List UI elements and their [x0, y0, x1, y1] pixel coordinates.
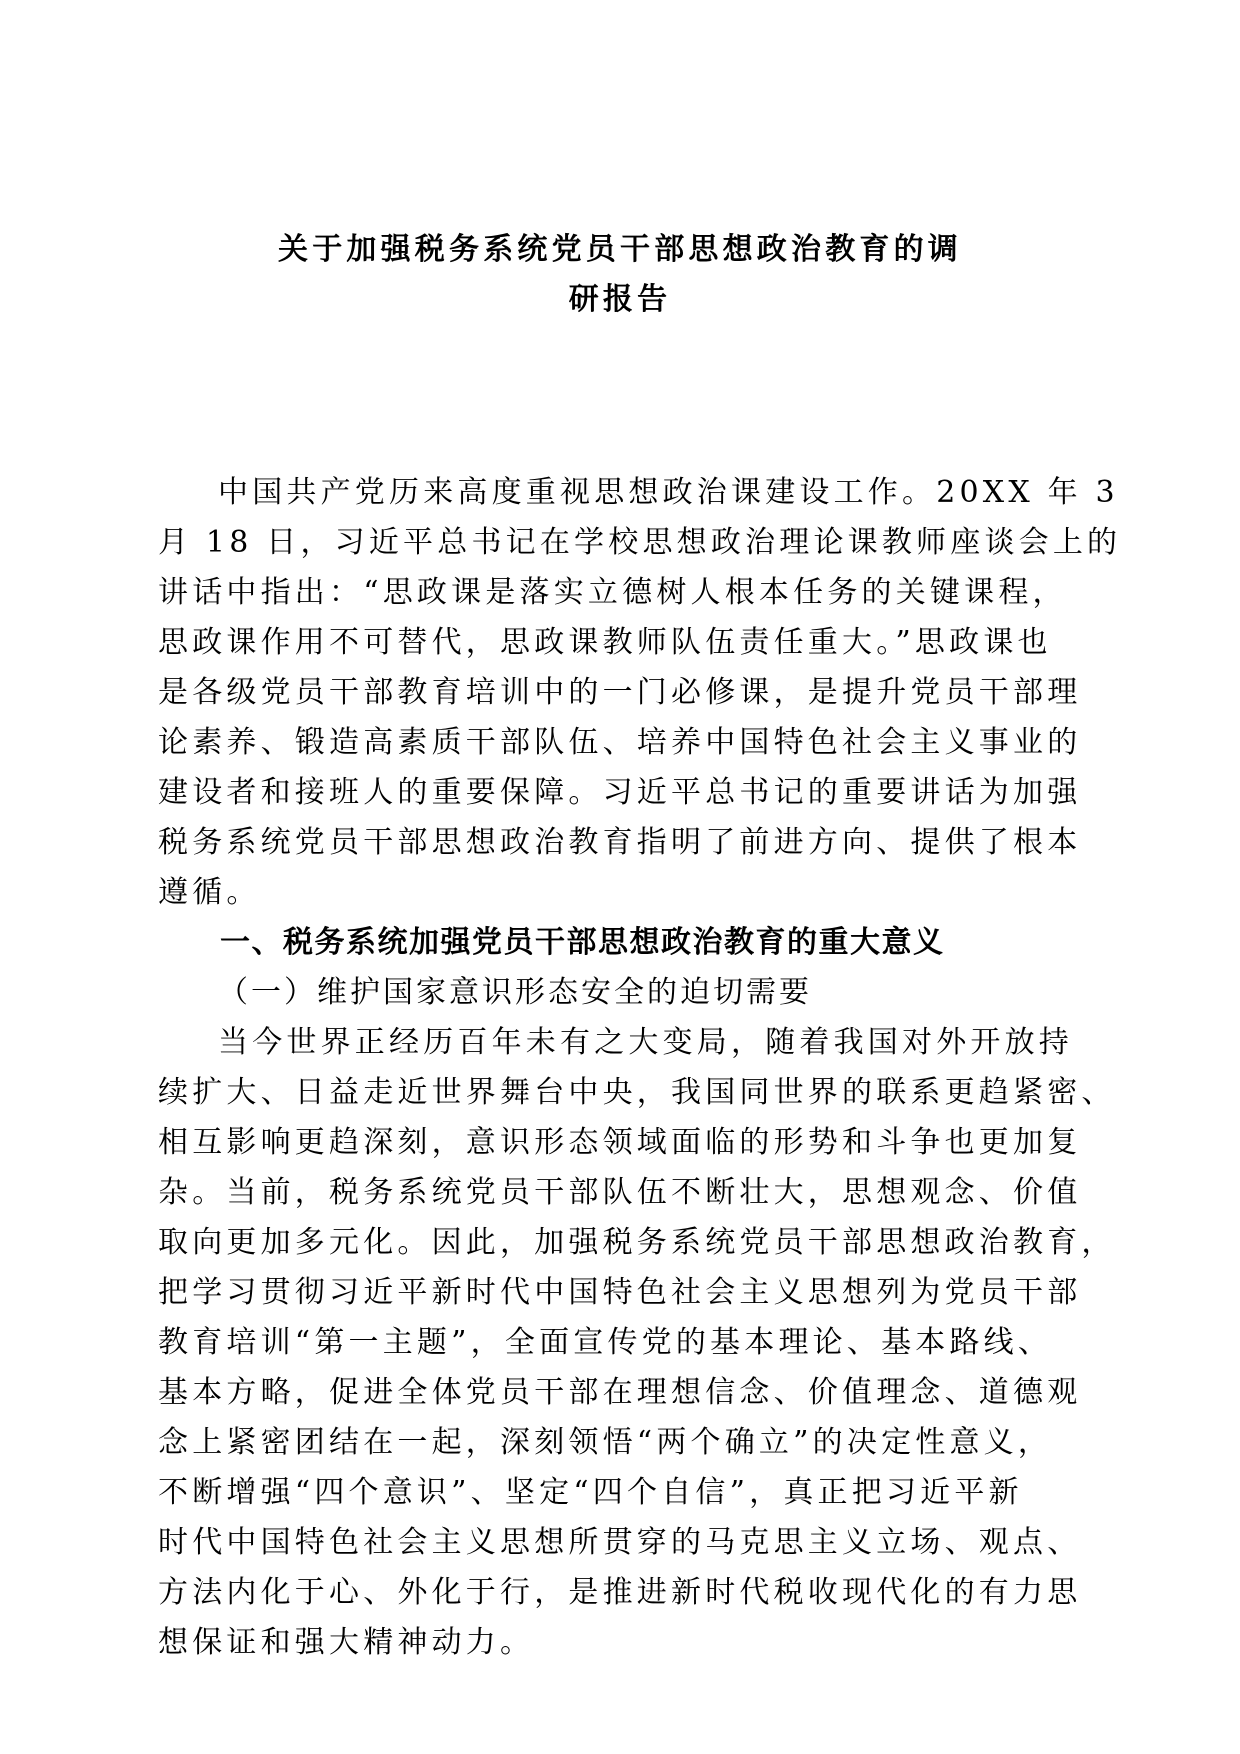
paragraph-line: 税务系统党员干部思想政治教育指明了前进方向、提供了根本	[158, 825, 1082, 860]
paragraph-line: 教育培训“第一主题”，全面宣传党的基本理论、基本路线、	[158, 1325, 1053, 1360]
paragraph-line: 论素养、锻造高素质干部队伍、培养中国特色社会主义事业的	[158, 725, 1082, 760]
intro-paragraph	[158, 468, 1122, 918]
paragraph-line: 遵循。	[158, 875, 261, 910]
document-title	[150, 225, 1090, 325]
paragraph-line: 取向更加多元化。因此，加强税务系统党员干部思想政治教育，	[158, 1225, 1116, 1260]
paragraph-line: 续扩大、日益走近世界舞台中央，我国同世界的联系更趋紧密、	[158, 1075, 1116, 1110]
section-heading: 一、税务系统加强党员干部思想政治教育的重大意义	[220, 925, 945, 960]
paragraph-line: 不断增强“四个意识”、坚定“四个自信”，真正把习近平新	[158, 1475, 1023, 1510]
paragraph-line: 是各级党员干部教育培训中的一门必修课，是提升党员干部理	[158, 675, 1082, 710]
paragraph-line: 建设者和接班人的重要保障。习近平总书记的重要讲话为加强	[158, 775, 1082, 810]
paragraph-line: 时代中国特色社会主义思想所贯穿的马克思主义立场、观点、	[158, 1525, 1082, 1560]
paragraph-line: 相互影响更趋深刻，意识形态领域面临的形势和斗争也更加复	[158, 1125, 1082, 1160]
paragraph-line: 中国共产党历来高度重视思想政治课建设工作。20XX 年 3	[218, 475, 1119, 510]
subsection-heading: （一）维护国家意识形态安全的迫切需要	[218, 975, 812, 1010]
paragraph-line: 基本方略，促进全体党员干部在理想信念、价值理念、道德观	[158, 1375, 1082, 1410]
paragraph-line: 讲话中指出：“思政课是落实立德树人根本任务的关键课程，	[158, 575, 1067, 610]
paragraph-line: 想保证和强大精神动力。	[158, 1625, 535, 1660]
title-line: 关于加强税务系统党员干部思想政治教育的调	[278, 232, 962, 267]
paragraph-line: 月 18 日，习近平总书记在学校思想政治理论课教师座谈会上的	[158, 525, 1122, 560]
section-paragraph	[158, 1018, 1116, 1668]
paragraph-line: 念上紧密团结在一起，深刻领悟“两个确立”的决定性意义，	[158, 1425, 1053, 1460]
title-line: 研报告	[568, 282, 672, 317]
paragraph-line: 方法内化于心、外化于行，是推进新时代税收现代化的有力思	[158, 1575, 1082, 1610]
paragraph-line: 把学习贯彻习近平新时代中国特色社会主义思想列为党员干部	[158, 1275, 1082, 1310]
paragraph-line: 思政课作用不可替代，思政课教师队伍责任重大。”思政课也	[158, 625, 1052, 660]
document-body	[158, 468, 1122, 1668]
paragraph-line: 当今世界正经历百年未有之大变局，随着我国对外开放持	[218, 1025, 1073, 1060]
paragraph-line: 杂。当前，税务系统党员干部队伍不断壮大，思想观念、价值	[158, 1175, 1082, 1210]
